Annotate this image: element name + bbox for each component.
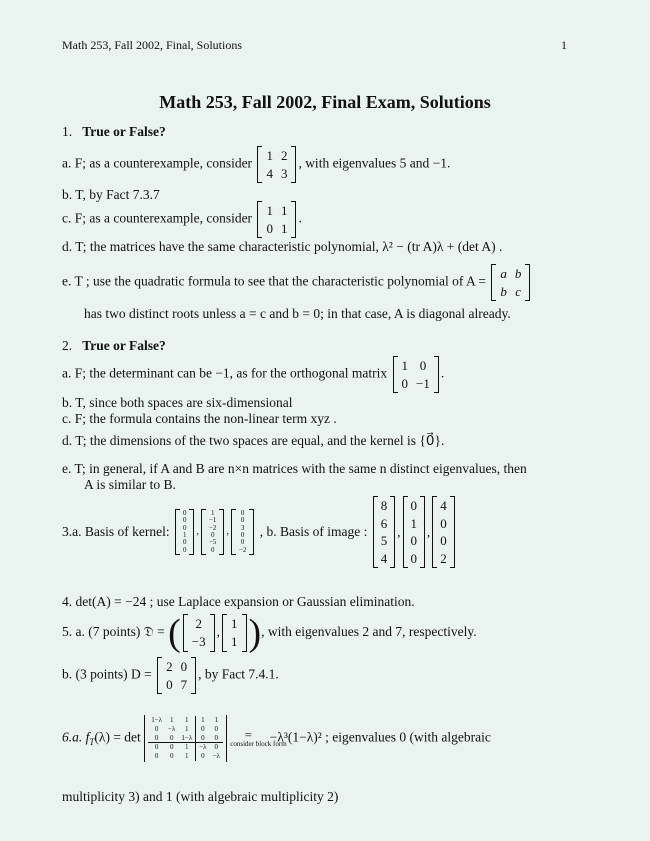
matrix-entry: 0: [166, 676, 173, 692]
determinant-entry: −λ: [196, 743, 210, 752]
determinant-entry: 0: [201, 752, 205, 760]
right-paren: ): [248, 612, 262, 654]
matrix-entry: 1: [210, 509, 215, 518]
matrix-entry: b: [500, 283, 507, 299]
q6-a: [62, 715, 491, 762]
q1-c-text: c. F; as a counterexample, consider: [62, 210, 253, 226]
determinant-entry: 1−λ: [151, 716, 163, 724]
matrix-entry: 4: [266, 165, 273, 181]
matrix-entry: −2: [238, 545, 247, 554]
basis-vector: [403, 496, 426, 568]
determinant-entry: 0: [169, 752, 174, 760]
q1-c: [62, 201, 302, 238]
page-number: 1: [561, 38, 567, 52]
matrix-entry: 0: [440, 533, 447, 549]
matrix-entry: 0: [182, 538, 187, 547]
matrix-entry: −1: [416, 375, 430, 391]
left-paren: (: [168, 612, 181, 654]
q5-a: 5. a. (7 points) 𝔇 = ( 2 −3 , 1 1 ), with eigenvalues 2 and 7, respectively.: [62, 612, 477, 654]
q1-e-matrix: [491, 264, 530, 301]
matrix-entry: 0: [410, 533, 418, 549]
matrix-entry: −2: [208, 523, 217, 532]
q1-number: 1.: [62, 124, 73, 139]
matrix-entry: 4: [380, 550, 388, 566]
q2-a: [62, 356, 444, 393]
q5-a-text: 5. a. (7 points) 𝔇 =: [62, 624, 165, 640]
matrix-entry: 0: [419, 358, 427, 373]
determinant-entry: 0: [154, 752, 159, 760]
basis-vector: [201, 509, 224, 555]
q2-a-post: .: [440, 365, 445, 381]
q5-b-post: , by Fact 7.4.1.: [198, 666, 279, 682]
matrix-entry: 1: [280, 203, 288, 218]
basis-vector: [432, 496, 455, 568]
determinant-entry: 0: [154, 733, 159, 742]
matrix-entry: 0: [410, 550, 418, 566]
q1-e-text: e. T ; use the quadratic formula to see that the characteristic polynomial of A =: [62, 273, 486, 289]
q3-image-label: , b. Basis of image :: [259, 524, 368, 539]
q1-b: b. T, by Fact 7.3.7: [62, 187, 160, 202]
determinant-entry: 1: [201, 716, 205, 724]
q1-e-continued: has two distinct roots unless a = c and b = 0; in that case, A is diagonal already.: [84, 306, 511, 321]
matrix-entry: 7: [180, 676, 188, 692]
matrix-entry: 1: [410, 515, 418, 531]
matrix-entry: 1: [182, 531, 187, 540]
matrix-entry: 1: [401, 358, 409, 373]
matrix-entry: 0: [182, 516, 187, 525]
determinant-entry: 1: [178, 743, 195, 752]
determinant-entry: 0: [201, 724, 205, 733]
determinant-entry: 0: [210, 743, 223, 752]
matrix-entry: 0: [240, 538, 245, 547]
matrix-entry: 8: [380, 498, 388, 513]
matrix-entry: 2: [440, 550, 447, 566]
q1-a-post: , with eigenvalues 5 and −1.: [298, 155, 451, 171]
matrix-entry: 2: [166, 659, 173, 674]
kernel-basis-vectors: 0 0 0 1 0 0 , 1 −1 −2 0 −5 0 , 0 0 3 0 0 −2: [173, 509, 256, 555]
basis-vector: [175, 509, 195, 555]
q2-a-text: a. F; the determinant can be −1, as for the orthogonal matrix: [62, 365, 388, 381]
q6-determinant-matrix: [144, 715, 227, 762]
determinant-entry: 0: [154, 724, 159, 733]
q1-d: d. T; the matrices have the same characteristic polynomial, λ² − (tr A)λ + (det A) .: [62, 239, 503, 254]
matrix-entry: 0: [210, 545, 215, 554]
q6-equals: =: [244, 727, 252, 743]
q2-heading: [62, 338, 166, 354]
matrix-entry: 0: [440, 515, 447, 531]
determinant-entry: 1: [178, 725, 195, 734]
q1-heading: [62, 124, 166, 140]
matrix-entry: 0: [410, 498, 418, 513]
determinant-entry: −λ: [212, 752, 220, 760]
matrix-entry: 1: [231, 634, 238, 649]
q6-underbrace-note: [230, 727, 287, 749]
q2-heading-text: True or False?: [82, 338, 166, 353]
q2-e-continued: A is similar to B.: [84, 477, 176, 492]
q6-f: 6.a. f: [62, 729, 90, 745]
matrix-entry: 3: [280, 165, 288, 181]
q2-d: d. T; the dimensions of the two spaces are equal, and the kernel is {0⃗}.: [62, 433, 445, 448]
determinant-entry: 1: [214, 716, 218, 724]
q2-c: c. F; the formula contains the non-linear term xyz .: [62, 411, 337, 426]
q1-e: [62, 264, 532, 301]
matrix-entry: 0: [401, 375, 409, 391]
q5-b-matrix: [157, 657, 196, 694]
matrix-entry: 0: [266, 220, 273, 236]
matrix-entry: 1: [231, 616, 238, 632]
matrix-entry: 5: [380, 533, 388, 549]
determinant-entry: 1: [178, 716, 195, 725]
q4: 4. det(A) = −24 ; use Laplace expansion or Gaussian elimination.: [62, 594, 415, 609]
q2-e: e. T; in general, if A and B are n×n matrices with the same n distinct eigenvalues, then: [62, 461, 527, 476]
matrix-entry: a: [500, 266, 507, 281]
matrix-entry: c: [515, 283, 521, 299]
q2-a-matrix: [393, 356, 439, 393]
page-title: Math 253, Fall 2002, Final Exam, Solutions: [159, 92, 491, 112]
matrix-entry: 1: [266, 203, 273, 218]
matrix-entry: 0: [182, 523, 187, 532]
q6-block-form-note: consider block form: [230, 740, 287, 749]
determinant-entry: 0: [214, 733, 218, 742]
q1-c-post: .: [298, 210, 302, 226]
matrix-entry: 2: [280, 148, 288, 163]
q6-result: −λ³(1−λ)² ; eigenvalues 0 (with algebraic: [269, 729, 491, 745]
matrix-entry: 0: [180, 659, 188, 674]
determinant-entry: 0: [214, 724, 218, 733]
determinant-entry: 1: [169, 716, 174, 724]
determinant-entry: 0: [148, 743, 165, 752]
determinant-entry: 1: [178, 752, 195, 761]
q6-subscript: T: [89, 737, 95, 748]
image-basis-vectors: 8 6 5 4 , 0 1 0 0 , 4 0 0 2: [371, 496, 457, 568]
matrix-entry: 0: [182, 545, 187, 554]
matrix-entry: b: [514, 266, 522, 281]
q1-a-matrix: [257, 146, 296, 183]
matrix-entry: 3: [240, 523, 245, 532]
determinant-entry: 0: [201, 733, 205, 742]
matrix-entry: 0: [182, 509, 187, 518]
q1-heading-text: True or False?: [82, 124, 166, 139]
q5-vector-2: [222, 614, 247, 651]
basis-vector: [373, 496, 396, 568]
matrix-entry: 1: [280, 220, 288, 236]
q5-b: [62, 657, 279, 694]
matrix-entry: 2: [195, 616, 202, 632]
matrix-entry: 0: [210, 531, 215, 540]
q1-a-text: a. F; as a counterexample, consider: [62, 155, 253, 171]
matrix-entry: 1: [266, 148, 273, 163]
determinant-entry: −λ: [168, 724, 176, 733]
q3: [62, 496, 457, 568]
running-header: Math 253, Fall 2002, Final, Solutions: [62, 38, 243, 52]
q5-a-post: , with eigenvalues 2 and 7, respectively.: [261, 624, 477, 640]
determinant-entry: 1−λ: [178, 734, 195, 743]
q3-kernel-label: 3.a. Basis of kernel:: [62, 524, 170, 539]
matrix-entry: −1: [208, 516, 217, 525]
determinant-entry: 0: [169, 733, 174, 742]
matrix-entry: 0: [240, 516, 245, 525]
q6-continued: multiplicity 3) and 1 (with algebraic multiplicity 2): [62, 789, 339, 804]
q1-a: [62, 146, 450, 183]
q5-vector-1: [183, 614, 215, 651]
determinant-entry: 0: [165, 743, 178, 752]
basis-vector: [231, 509, 254, 555]
q5-b-text: b. (3 points) D =: [62, 666, 152, 682]
q6-det-label: (λ) = det: [94, 729, 141, 745]
matrix-entry: 0: [240, 531, 245, 540]
q1-c-matrix: [257, 201, 296, 238]
matrix-entry: −5: [208, 538, 217, 547]
matrix-entry: 6: [380, 515, 388, 531]
matrix-entry: −3: [191, 634, 206, 649]
matrix-entry: 0: [240, 509, 245, 518]
q2-b: b. T, since both spaces are six-dimensional: [62, 395, 293, 410]
q2-number: 2.: [62, 338, 73, 353]
matrix-entry: 4: [440, 498, 447, 513]
